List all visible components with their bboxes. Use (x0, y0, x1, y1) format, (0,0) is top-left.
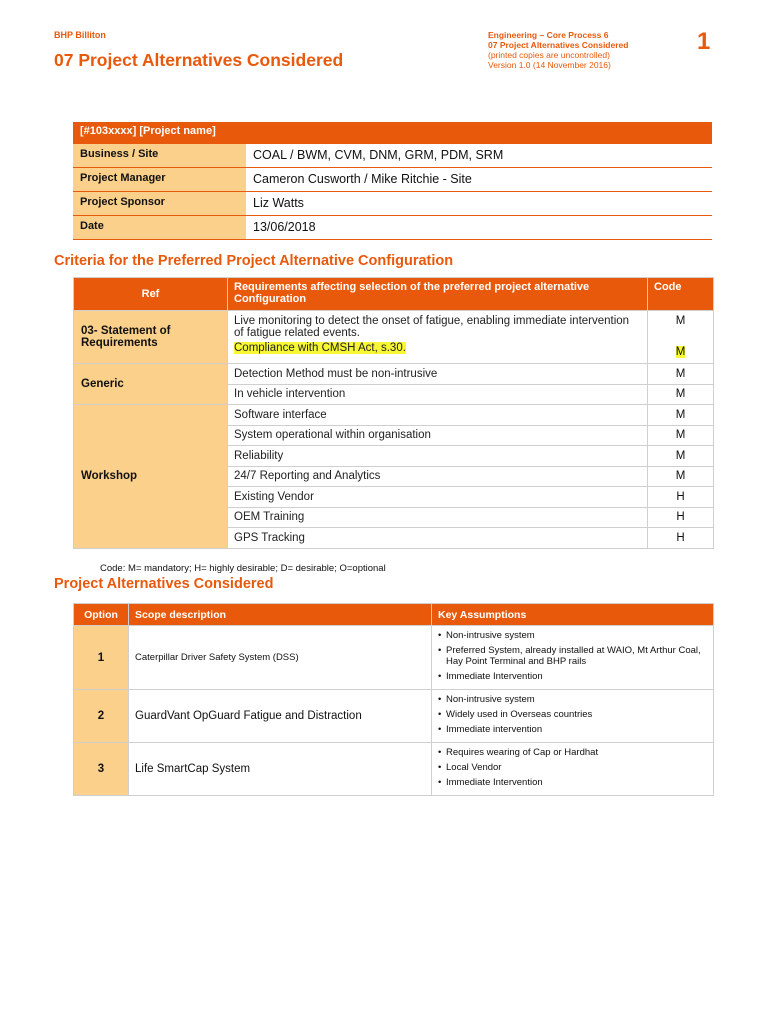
requirement-cell: 24/7 Reporting and Analytics (228, 466, 648, 487)
info-value: Liz Watts (253, 196, 304, 210)
table-row (74, 405, 714, 426)
col-code: Code (648, 278, 714, 311)
list-item: • Requires wearing of Cap or Hardhat (438, 747, 707, 758)
meta-version: Version 1.0 (14 November 2016) (488, 60, 611, 70)
col-option: Option (74, 604, 129, 626)
page-number: 1 (697, 28, 711, 55)
info-row (73, 216, 712, 240)
alternatives-header-row (74, 604, 714, 626)
criteria-section-title: Criteria for the Preferred Project Alternative Configuration (54, 253, 454, 269)
list-item: • Immediate Intervention (438, 777, 707, 788)
info-value: COAL / BWM, CVM, DNM, GRM, PDM, SRM (253, 148, 504, 162)
info-value: Cameron Cusworth / Mike Ritchie - Site (253, 172, 472, 186)
option-number: 2 (74, 690, 129, 743)
header-meta (488, 30, 638, 70)
criteria-header-row (74, 278, 714, 311)
code-cell: M (648, 364, 714, 385)
option-number: 1 (74, 626, 129, 690)
code-cell: M (648, 384, 714, 405)
document-title: 07 Project Alternatives Considered (54, 50, 344, 70)
code-legend: Code: M= mandatory; H= highly desirable; D= desirable; O=optional (100, 563, 386, 574)
requirement-cell: Software interface (228, 405, 648, 426)
requirement-cell: Detection Method must be non-intrusive (228, 364, 648, 385)
ref-cell: Generic (74, 364, 228, 405)
company-name: BHP Billiton (54, 30, 106, 40)
table-row (74, 364, 714, 385)
key-assumptions (432, 626, 714, 690)
requirement-cell (228, 311, 648, 364)
requirement-cell: Reliability (228, 446, 648, 467)
list-item: • Preferred System, already installed at WAIO, Mt Arthur Coal, Hay Point Terminal and BHP rails (438, 645, 707, 667)
list-item: • Non-intrusive system (438, 694, 707, 705)
info-label: Date (73, 216, 246, 239)
table-row (74, 311, 714, 364)
criteria-table (73, 277, 714, 549)
list-item: • Immediate Intervention (438, 671, 707, 682)
requirement-text: Live monitoring to detect the onset of fatigue, enabling immediate intervention of fatigue related events. (234, 315, 630, 339)
list-item: • Non-intrusive system (438, 630, 707, 641)
scope-description: Caterpillar Driver Safety System (DSS) (129, 626, 432, 690)
code-cell: M (648, 425, 714, 446)
table-row (74, 626, 714, 690)
scope-description: GuardVant OpGuard Fatigue and Distraction (129, 690, 432, 743)
code-cell: M (648, 466, 714, 487)
meta-process: Engineering – Core Process 6 (488, 30, 609, 40)
key-assumptions (432, 690, 714, 743)
highlighted-code: M (675, 346, 686, 358)
requirement-cell: Existing Vendor (228, 487, 648, 508)
info-label: Project Manager (73, 168, 246, 191)
col-scope: Scope description (129, 604, 432, 626)
code-cell: M (648, 405, 714, 426)
code-value: M (675, 315, 686, 327)
table-row (74, 690, 714, 743)
code-cell: H (648, 487, 714, 508)
requirement-cell: OEM Training (228, 507, 648, 528)
meta-uncontrolled: (printed copies are uncontrolled) (488, 50, 610, 60)
info-value: 13/06/2018 (253, 220, 316, 234)
table-row (74, 743, 714, 796)
code-cell: H (648, 507, 714, 528)
requirement-cell: GPS Tracking (228, 528, 648, 549)
scope-description: Life SmartCap System (129, 743, 432, 796)
info-row (73, 192, 712, 216)
info-row (73, 144, 712, 168)
ref-cell: 03- Statement of Requirements (74, 311, 228, 364)
ref-cell: Workshop (74, 405, 228, 549)
project-info-header: [#103xxxx] [Project name] (73, 122, 712, 144)
col-requirements: Requirements affecting selection of the preferred project alternative Configuration (228, 278, 648, 311)
list-item: • Immediate intervention (438, 724, 707, 735)
col-ref: Ref (74, 278, 228, 311)
requirement-cell: In vehicle intervention (228, 384, 648, 405)
key-assumptions (432, 743, 714, 796)
info-label: Project Sponsor (73, 192, 246, 215)
project-info-table (73, 122, 712, 240)
option-number: 3 (74, 743, 129, 796)
highlighted-requirement: Compliance with CMSH Act, s.30. (234, 342, 406, 354)
requirement-cell: System operational within organisation (228, 425, 648, 446)
list-item: • Local Vendor (438, 762, 707, 773)
meta-doc-name: 07 Project Alternatives Considered (488, 40, 629, 50)
info-row (73, 168, 712, 192)
list-item: • Widely used in Overseas countries (438, 709, 707, 720)
alternatives-section-title: Project Alternatives Considered (54, 576, 274, 592)
code-cell (648, 311, 714, 364)
info-label: Business / Site (73, 144, 246, 167)
code-cell: H (648, 528, 714, 549)
alternatives-table (73, 603, 714, 796)
col-key-assumptions: Key Assumptions (432, 604, 714, 626)
code-cell: M (648, 446, 714, 467)
